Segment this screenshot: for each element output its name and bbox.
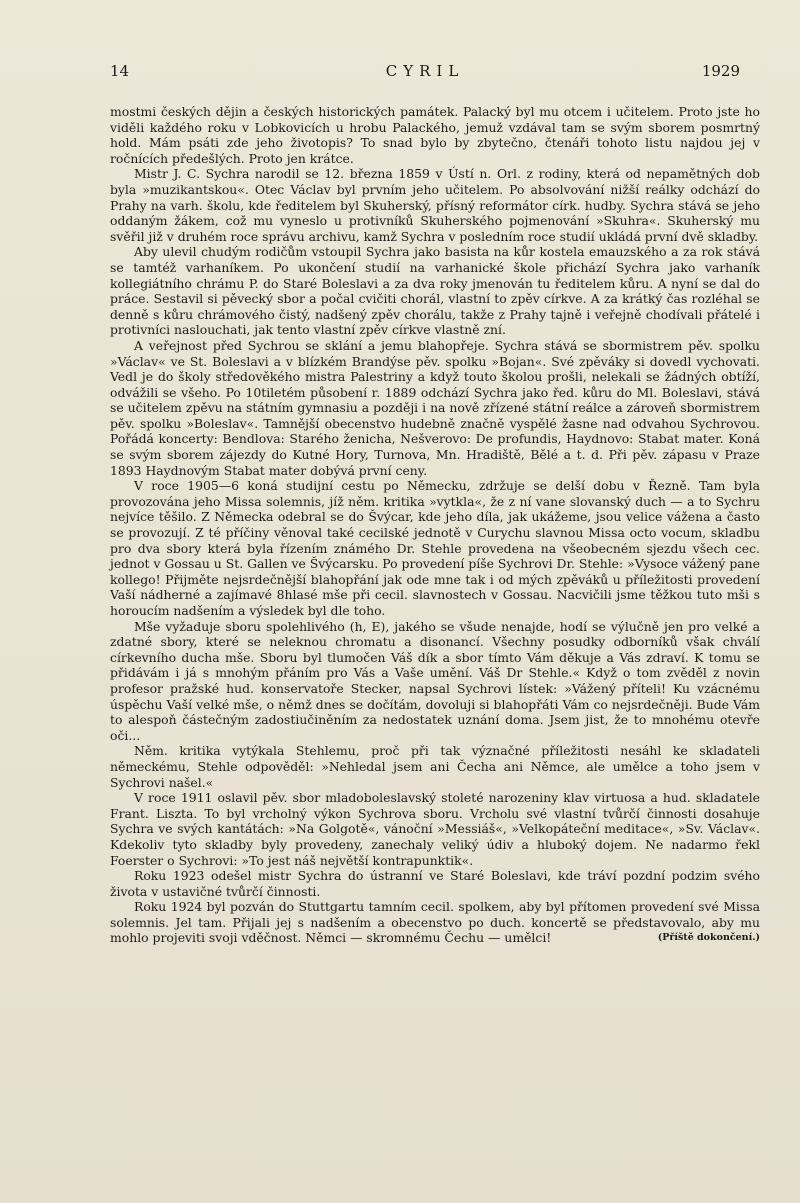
paragraph: Mše vyžaduje sboru spolehlivého (h, E), jakého se všude nenajde, hodí se výlučně jen pro velké a zdatné sbory, které se neleknou chromatu a disonancí. Všechny posudky odborníků však chválí církevního ducha mše. Sboru byl tlumočen Váš dík a sbor tímto Vám děkuje a Vás zdraví. K tomu se přidávám i já s mnohým přáním pro Vás a Vaše umění. Váš Dr Stehle.« Když o tom zvěděl z novin profesor pražské hud. konservatoře Stecker, napsal Sychrovi lístek: »Vážený příteli! Ku vzácnému úspěchu Vaší velké mše, o němž dnes se dočítám, dovoluji si blahopřáti Vám co nejsrdečněji. Bude Vám to alespoň částečným zadostiučiněním za nedostatek uznání doma. Jsem jist, že to mnohému otevře oči... [110,618,760,743]
journal-title: CYRIL [385,62,465,80]
paragraph: Mistr J. C. Sychra narodil se 12. března 1859 v Ústí n. Orl. z rodiny, která od nepamětných dob byla »muzikantskou«. Otec Václav byl prvním jeho učitelem. Po absolvování nižší reálky odchází do Prahy na varh. školu, kde ředitelem byl Skuherský, přísný reformátor círk. hudby. Sychra stává se jeho oddaným žákem, což mu vyneslo u protivníků Skuherského pojmenování »Skuhra«. Skuherský mu svěřil již v druhém roce správu archivu, kamž Sychra v posledním roce studií ukládá první dvě skladby. [110,166,760,244]
paragraph: Něm. kritika vytýkala Stehlemu, proč při tak význačné příležitosti nesáhl ke skladateli německému, Stehle odpověděl: »Nehledal jsem ani Čecha ani Němce, ale umělce a toho jsem v Sychrovi našel.« [110,743,760,790]
paragraph: A veřejnost před Sychrou se sklání a jemu blahopřeje. Sychra stává se sbormistrem pěv. spolku »Václav« ve St. Boleslavi a v blízkém Brandýse pěv. spolku »Bojan«. Své zpěváky si dovedl vychovati. Vedl je do školy středověkého mistra Palestriny a když touto školou prošli, nelekali se žádných obtíží, odvážili se všeho. Po 10tiletém působení r. 1889 odchází Sychra jako řed. kůru do Ml. Boleslavi, stává se učitelem zpěvu na státním gymnasiu a později i na nově zřízené státní reálce a zároveň sbormistrem pěv. spolku »Boleslav«. Tamnější obecenstvo hudebně značně vyspělé žasne nad odvahou Sychrovou. Pořádá koncerty: Bendlova: Starého ženicha, Nešverovo: De profundis, Haydnovo: Stabat mater. Koná se svým sborem zájezdy do Kutné Hory, Turnova, Mn. Hradiště, Bělé a t. d. Při pěv. zápasu v Praze 1893 Haydnovým Stabat mater dobývá první ceny. [110,337,760,478]
running-header [110,62,740,86]
final-paragraph [110,899,760,946]
page-number: 14 [110,62,130,80]
paragraph: V roce 1905—6 koná studijní cestu po Německu, zdržuje se delší dobu v Řezně. Tam byla provozována jeho Missa solemnis, jíž něm. kritika »vytkla«, že z ní vane slovanský duch — a to Sychru nejvíce těšilo. Z Německa odebral se do Švýcar, kde jeho díla, jak ukážeme, jsou velice vážena a často se provozují. Z té příčiny věnoval také cecilské jednotě v Curychu slavnou Missa octo vocum, skladbu pro dva sbory která byla řízením známého Dr. Stehle provedena na všeobecném sjezdu všech cec. jednot v Gossau u St. Gallen ve Švýcarsku. Po provedení píše Sychrovi Dr. Stehle: »Vysoce vážený pane kollego! Přijměte nejsrdečnější blahopřání jak ode mne tak i od mých zpěváků u příležitosti provedení Vaší nádherné a zajímavé 8hlasé mše při cecil. slavnostech v Gossau. Nacvičili jsme těžkou tuto mši s horoucím nadšením a výsledek byl dle toho. [110,478,760,618]
journal-year: 1929 [701,62,740,80]
article-body [110,104,760,946]
paragraph: Roku 1923 odešel mistr Sychra do ústranní ve Staré Boleslavi, kde tráví pozdní podzim svého života v ustavičné tvůrčí činnosti. [110,868,760,899]
paragraph: mostmi českých dějin a českých historických památek. Palacký byl mu otcem i učitelem. Proto jste ho viděli každého roku v Lobkovicích u hrobu Palackého, jemuž vzdával tam se svým sborem posmrtný hold. Mám psáti zde jeho životopis? To snad bylo by zbytečno, čtenáři tohoto listu najdou jej v ročnících předešlých. Proto jen krátce. [110,104,760,166]
paragraph: Aby ulevil chudým rodičům vstoupil Sychra jako basista na kůr kostela emauzského a za rok stává se tamtéž varhaníkem. Po ukončení studií na varhanické škole přichází Sychra jako varhaník kollegiátního chrámu P. do Staré Boleslavi a za dva roky jmenován tu ředitelem kůru. A nyní se dal do práce. Sestavil si pěvecký sbor a počal cvičiti chorál, vlastní to zpěv církve. A za krátký čas rozléhal se denně s kůru chrámového čistý, nadšený zpěv chorálu, takže z Prahy tajně i veřejně chodívali přátelé i protivníci naslouchati, jak tento vlastní zpěv církve vlastně zní. [110,244,760,338]
paragraph: V roce 1911 oslavil pěv. sbor mladoboleslavský stoleté narozeniny klav virtuosa a hud. skladatele Frant. Liszta. To byl vrcholný výkon Sychrova sboru. Vrcholu své vlastní tvůrčí činnosti dosahuje Sychra ve svých kantátách: »Na Golgotě«, vánoční »Messiáš«, »Velkopáteční meditace«, »Sv. Václav«. Kdekoliv tyto skladby byly provedeny, zanechaly veliký údiv a hluboký dojem. Ne nadarmo řekl Foerster o Sychrovi: »To jest náš největší kontrapunktik«. [110,790,760,868]
paragraph-text: Roku 1924 byl pozván do Stuttgartu tamním cecil. spolkem, aby byl přítomen provedení své Missa solemnis. Jel tam. Přijali jej s nadšením a obecenstvo po duch. koncertě se představovalo, aby mu mohlo projeviti svoji vděčnost. Němci — skromnému Čechu — umělci! [110,899,760,946]
continuation-note: (Příště dokončení.) [657,932,760,944]
